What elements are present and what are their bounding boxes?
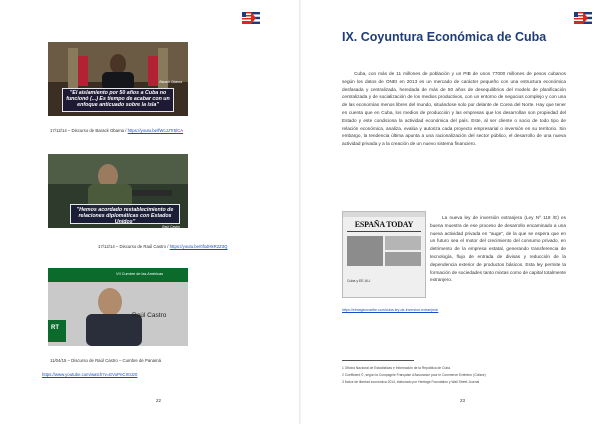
- obama-quote: "El aislamiento por 50 años a Cuba no funcionó (...) Es tiempo de acabar con un enfoque anticuado sobre la isla": [62, 88, 174, 112]
- paragraph-economy: Cuba, con más de 11 millones de población y un PIB de unos 77000 millones de pesos cubanos según los datos de ONEI en 2013 es un mercado de carácter pequeño con una estructura económica desfasada y centralizada, heredada de más de 50 años de desequilibrios del modelo de planificación centralizada y de socialización de los medios productivos, con un entorno de negocios complejo y con una de las economías menos libres del mundo, situándose solo por delante de Corea del Norte. Hay que tener en cuenta que en Cuba, los medios de producción y las empresas que los desarrollan son propiedad del Estado y este condiciona la actividad económica del país. Este, al ser cliente o socio de todo tipo de relación económica, analiza, evalúa y autoriza cada proyecto empresarial o inversión en su territorio. Sin embargo, la tendencia última apunta a una racionalización del sector público, el desarrollo de una nueva actividad privada y a la creación de un nuevo sistema financiero.: [342, 71, 566, 147]
- castro-caption: [98, 244, 227, 249]
- newspaper-source-link[interactable]: https://elmagicocaribe.com/cuba-ley-de-inversion-extranjera/: [342, 308, 439, 312]
- summit-scene-graphic: [48, 268, 188, 346]
- castro-summit-photo: [48, 268, 188, 346]
- castro-name-tag: Raúl Castro: [162, 225, 180, 228]
- summit-banner: VII Cumbre de las Américas: [116, 272, 164, 276]
- footnote-1: 1 Oficina Nacional de Estadísticas e Información de la República de Cuba.: [342, 366, 451, 370]
- newspaper-header-strip: [343, 212, 425, 217]
- footnote-rule: [342, 360, 414, 361]
- rt-logo: RT: [51, 325, 59, 331]
- obama-speech-photo: [48, 42, 188, 116]
- newspaper-subtitle: Cuba y EE.UU.: [347, 278, 371, 283]
- right-page: [300, 0, 600, 424]
- left-page-number: 22: [156, 398, 162, 403]
- obama-name-tag: Barack Obama: [159, 80, 182, 84]
- cuba-usa-flags-icon-right: [574, 12, 592, 24]
- castro-quote: "Hemos acordado restablecimiento de relaciones diplomáticas con Estados Unidos": [70, 204, 180, 224]
- obama-caption-text: 17/12/14 – Discurso de Barack Obama /: [50, 128, 127, 133]
- obama-caption: [50, 128, 183, 133]
- paragraph-investment-law: La nueva ley de inversión extranjera (Ley Nº 118 /E) es buena muestra de ese proceso de desarrollo encaminado a una nueva actividad privada en "auge", de la que se espera que en un futuro sea el motor del crecimiento del consumo privado, en detrimento de la empresa estatal, generando transferencia de tecnología, flujo de entrada de divisas y reducción de la dependencia exterior de productos básicos. Esta ley permite la formación de sociedades tanto mixtas como de capital totalmente extranjero.: [430, 215, 567, 283]
- newspaper-rule: [347, 231, 421, 232]
- castro-speech-photo: [48, 154, 188, 228]
- footnote-3: 3 Índice de libertad económica 2014, elaborado por Heritage Foundation y Wall Street Journal: [342, 380, 480, 384]
- castro-caption-text: 17/12/14 – Discurso de Raúl Castro /: [98, 244, 169, 249]
- right-page-number: 23: [460, 398, 466, 403]
- newspaper-image: [342, 211, 426, 298]
- cuba-usa-flags-icon: [242, 12, 260, 24]
- newspaper-photo: [343, 234, 425, 274]
- footnote-2: 2 Coefficient ©, según la Compagnie Française d'Assurance pour le Commerce Extérieur (Coface): [342, 373, 486, 377]
- castro-video-link[interactable]: https://youtu.be/0fxdHkR2Z3Q: [169, 244, 228, 249]
- summit-video-link[interactable]: https://www.youtube.com/watch?v=EVoPnCX0Jz0: [42, 372, 138, 377]
- section-title: IX. Coyuntura Económica de Cuba: [342, 30, 547, 44]
- newspaper-masthead: ESPAÑA TODAY: [354, 220, 414, 229]
- summit-caption: 11/04/15 – Discurso de Raúl Castro – Cumbre de Panamá: [50, 358, 161, 363]
- obama-video-link[interactable]: https://youtu.be/fWcJJTr5lCA: [127, 128, 184, 133]
- summit-name-caption: Raúl Castro: [132, 312, 167, 319]
- footnotes: [342, 360, 566, 386]
